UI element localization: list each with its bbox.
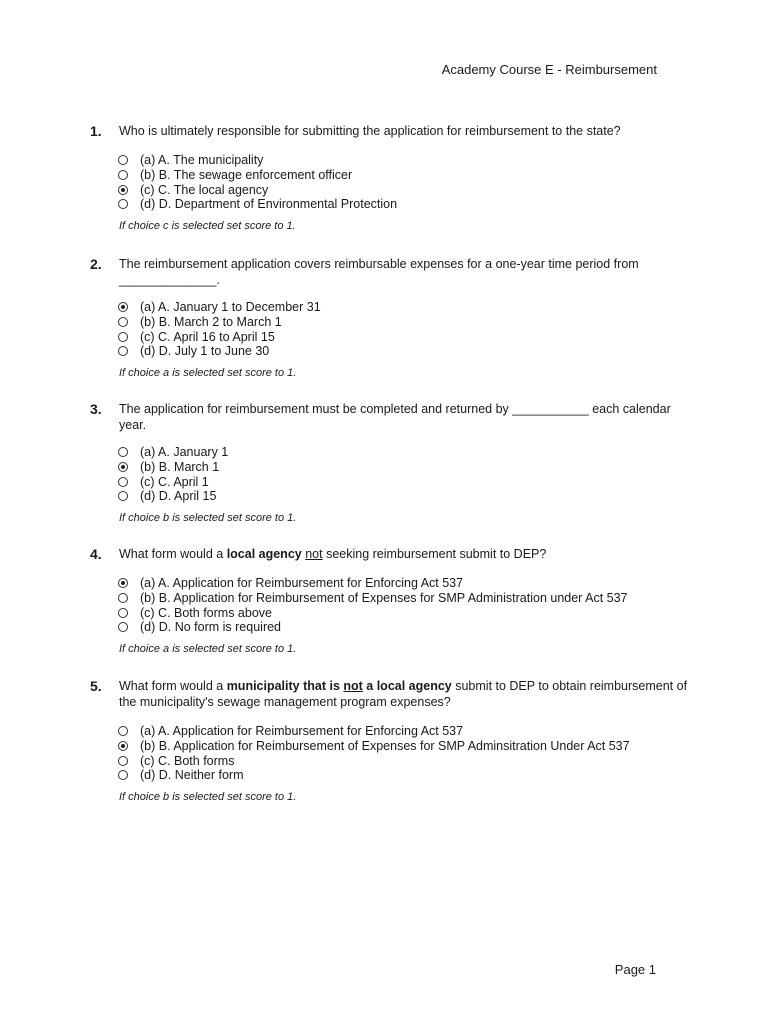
radio-button[interactable] bbox=[118, 491, 128, 501]
question-text: What form would a local agency not seeking reimbursement submit to DEP? bbox=[119, 547, 547, 561]
option-item[interactable] bbox=[118, 445, 690, 460]
radio-button[interactable] bbox=[118, 155, 128, 165]
scoring-note: If choice c is selected set score to 1. bbox=[119, 219, 296, 232]
radio-button[interactable] bbox=[118, 332, 128, 342]
question-number: 2. bbox=[90, 256, 102, 272]
emphasis-municipality: municipality that is not a local agency bbox=[226, 679, 452, 693]
option-item[interactable] bbox=[118, 153, 690, 168]
option-label: (d) D. July 1 to June 30 bbox=[140, 344, 270, 359]
option-item[interactable] bbox=[118, 591, 690, 606]
option-label: (b) B. Application for Reimbursement of Expenses for SMP Adminsitration Under Act 537 bbox=[140, 739, 630, 754]
option-item[interactable] bbox=[118, 460, 690, 475]
page-number: Page 1 bbox=[614, 962, 656, 977]
question-number: 3. bbox=[90, 401, 102, 417]
question-3 bbox=[90, 401, 690, 524]
radio-button[interactable] bbox=[118, 447, 128, 457]
radio-button[interactable] bbox=[118, 756, 128, 766]
question-text: The application for reimbursement must be completed and returned by ___________ each calendar year. bbox=[119, 402, 671, 432]
question-text: What form would a municipality that is not a local agency submit to DEP to obtain reimbursement of the municipality's sewage management program expenses? bbox=[119, 679, 688, 709]
option-item[interactable] bbox=[118, 344, 690, 359]
question-number: 5. bbox=[90, 678, 102, 694]
scoring-note: If choice a is selected set score to 1. bbox=[119, 642, 297, 655]
radio-button[interactable] bbox=[118, 317, 128, 327]
scoring-note: If choice b is selected set score to 1. bbox=[119, 790, 297, 803]
option-label: (b) B. March 1 bbox=[140, 460, 220, 475]
option-item[interactable] bbox=[118, 182, 690, 197]
option-label: (c) C. Both forms bbox=[140, 753, 235, 768]
emphasis-local-agency: local agency bbox=[226, 547, 302, 561]
question-5 bbox=[90, 678, 690, 803]
option-label: (d) D. Neither form bbox=[140, 768, 244, 783]
radio-button[interactable] bbox=[118, 726, 128, 736]
option-label: (d) D. April 15 bbox=[140, 489, 217, 504]
radio-button[interactable] bbox=[118, 770, 128, 780]
option-label: (c) C. The local agency bbox=[140, 182, 269, 197]
option-item[interactable] bbox=[118, 576, 690, 591]
scoring-note: If choice a is selected set score to 1. bbox=[119, 366, 297, 379]
radio-button[interactable] bbox=[118, 199, 128, 209]
radio-button[interactable] bbox=[118, 477, 128, 487]
radio-button[interactable] bbox=[118, 578, 128, 588]
question-text: The reimbursement application covers reimbursable expenses for a one-year time period from ______________. bbox=[119, 257, 639, 287]
option-list bbox=[90, 300, 690, 359]
radio-button[interactable] bbox=[118, 622, 128, 632]
emphasis-not: not bbox=[305, 547, 323, 561]
option-item[interactable] bbox=[118, 300, 690, 315]
option-list bbox=[90, 576, 690, 635]
question-number: 4. bbox=[90, 546, 102, 562]
option-item[interactable] bbox=[118, 620, 690, 635]
emphasis-not: not bbox=[343, 679, 363, 693]
option-label: (b) B. March 2 to March 1 bbox=[140, 315, 282, 330]
option-item[interactable] bbox=[118, 474, 690, 489]
radio-button[interactable] bbox=[118, 608, 128, 618]
option-label: (d) D. Department of Environmental Protection bbox=[140, 197, 398, 212]
option-list bbox=[90, 445, 690, 504]
option-label: (a) A. Application for Reimbursement for Enforcing Act 537 bbox=[140, 576, 464, 591]
option-item[interactable] bbox=[118, 724, 690, 739]
question-2 bbox=[90, 256, 690, 379]
radio-button[interactable] bbox=[118, 346, 128, 356]
question-number: 1. bbox=[90, 123, 102, 139]
question-1 bbox=[90, 123, 690, 232]
option-label: (d) D. No form is required bbox=[140, 620, 282, 635]
option-item[interactable] bbox=[118, 197, 690, 212]
option-item[interactable] bbox=[118, 168, 690, 183]
question-4 bbox=[90, 546, 690, 655]
option-label: (c) C. Both forms above bbox=[140, 605, 272, 620]
option-item[interactable] bbox=[118, 329, 690, 344]
scoring-note: If choice b is selected set score to 1. bbox=[119, 511, 297, 524]
option-item[interactable] bbox=[118, 768, 690, 783]
option-label: (c) C. April 1 bbox=[140, 474, 209, 489]
radio-button[interactable] bbox=[118, 741, 128, 751]
radio-button[interactable] bbox=[118, 185, 128, 195]
option-item[interactable] bbox=[118, 489, 690, 504]
option-list bbox=[90, 153, 690, 212]
option-label: (b) B. Application for Reimbursement of Expenses for SMP Administration under Act 537 bbox=[140, 591, 628, 606]
option-label: (b) B. The sewage enforcement officer bbox=[140, 168, 353, 183]
option-item[interactable] bbox=[118, 739, 690, 754]
question-text: Who is ultimately responsible for submitting the application for reimbursement to the state? bbox=[119, 124, 621, 138]
option-list bbox=[90, 724, 690, 783]
option-label: (a) A. January 1 to December 31 bbox=[140, 300, 321, 315]
option-item[interactable] bbox=[118, 315, 690, 330]
document-header-title: Academy Course E - Reimbursement bbox=[441, 62, 657, 77]
option-label: (a) A. Application for Reimbursement for Enforcing Act 537 bbox=[140, 724, 464, 739]
option-item[interactable] bbox=[118, 605, 690, 620]
radio-button[interactable] bbox=[118, 462, 128, 472]
radio-button[interactable] bbox=[118, 302, 128, 312]
option-label: (c) C. April 16 to April 15 bbox=[140, 329, 275, 344]
option-label: (a) A. January 1 bbox=[140, 445, 229, 460]
radio-button[interactable] bbox=[118, 593, 128, 603]
option-item[interactable] bbox=[118, 753, 690, 768]
option-label: (a) A. The municipality bbox=[140, 153, 264, 168]
radio-button[interactable] bbox=[118, 170, 128, 180]
